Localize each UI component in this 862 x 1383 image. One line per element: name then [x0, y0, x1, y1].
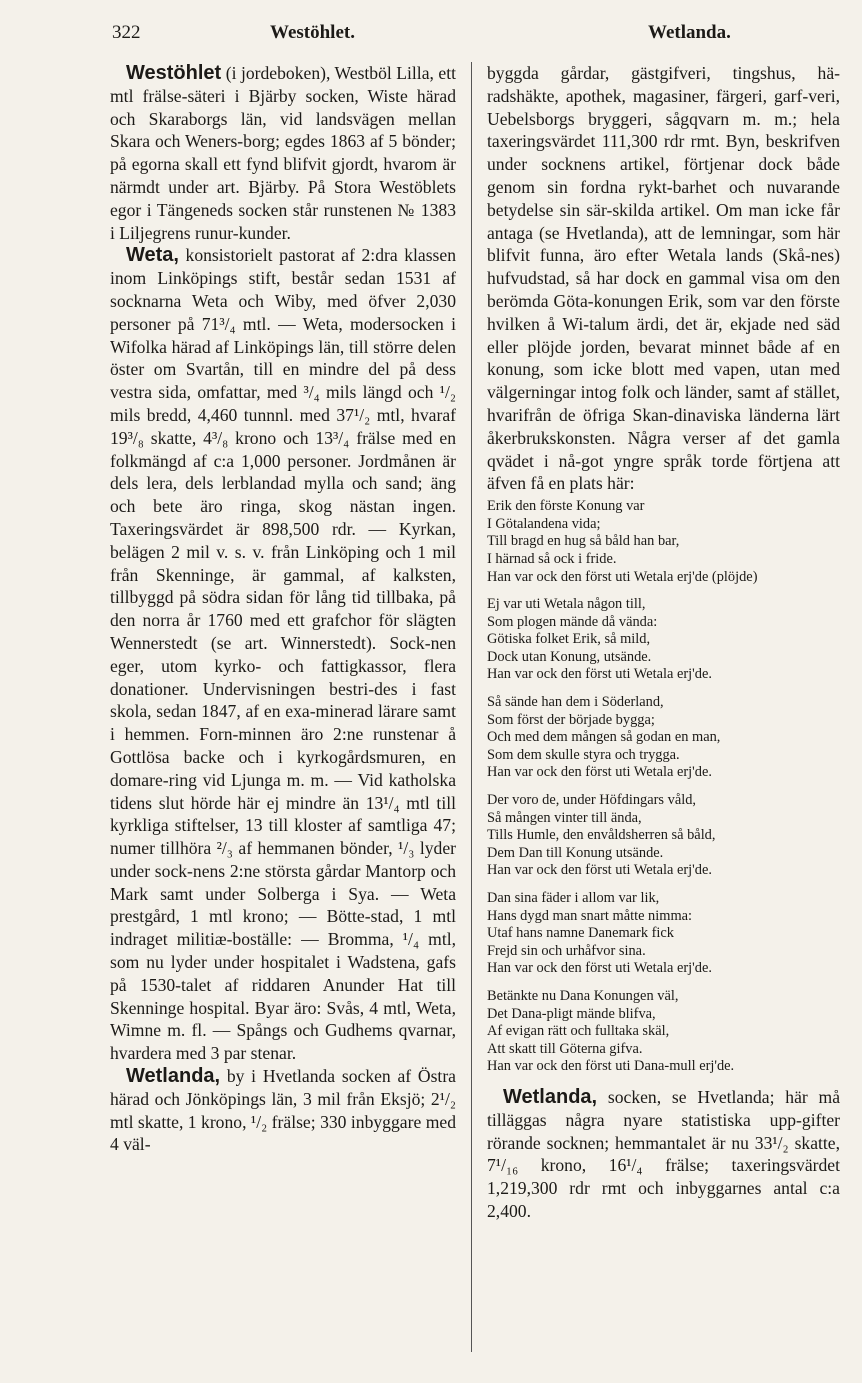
poem-line: Han var ock den först uti Wetala erj'de. [487, 764, 712, 781]
poem-stanza [487, 694, 840, 782]
entry-headword: Wetlanda, [126, 1065, 221, 1088]
poem-line: Han var ock den först uti Wetala erj'de (plöjde) [487, 568, 758, 585]
poem [487, 498, 840, 1076]
poem-line: Till bragd en hug så båld han bar, [487, 533, 680, 550]
poem-line: Han var ock den först uti Wetala erj'de. [487, 960, 712, 977]
right-running-head: Wetlanda. [648, 22, 731, 43]
left-column [110, 62, 456, 1156]
right-column [487, 62, 840, 1223]
poem-line: Betänkte nu Dana Konungen väl, [487, 987, 679, 1004]
poem-line: Han var ock den först uti Dana-mull erj'de. [487, 1058, 735, 1075]
entry-headword: Westöhlet [126, 62, 222, 84]
entry-text: socken, se Hvetlanda; här må tilläggas några nyare statistiska upp-gifter rörande socknen; hemmantalet är nu 33¹/₂ skatte, 7¹/₁₆ krono, 16¹/₄ frälse; taxeringsvärdet 1,219,300 rdr rmt och inbyggarnes antal c:a 2,400. [487, 1086, 840, 1221]
poem-line: Erik den förste Konung var [487, 498, 645, 515]
entry-wetlanda-continuation: byggda gårdar, gästgifveri, tingshus, hä-radshäkte, apothek, magasiner, färgeri, garf-veri, Uebelsborgs bryggeri, sågqvarn m. m.; hela taxeringsvärdet 111,300 rdr rmt. Byn, beskrifven under socknens artikel, förtjenar dock både genom sin fordna rykt-barhet och nuvarande betydelse sin sär-skilda artikel. Om man icke får antaga (se Hvetlanda), att de lemningar, som här blifvit funna, äro efter Wetala lands (Skå-nes) hufvudstad, så har dock en gammal visa om den berömda Göta-konungen Erik, som var den förste hvilken å Wi-talum ärdi, det är, ekjade ned säd eller plöjde jorden, bevarat minnet både af en konung, som icke blott med vapen, utan med välgerningar intog folk och länder, samt af stället, hvarifrån de öfriga Skan-dinaviska länderna lärt åkerbrukskonsten. Några verser af det gamla qvädet i nå-got yngre språk torde förtjena att äfven få en plats här: [487, 63, 840, 494]
poem-line: Så sände han dem i Söderland, [487, 694, 664, 711]
poem-line: Han var ock den först uti Wetala erj'de. [487, 862, 712, 879]
poem-line: Dock utan Konung, utsände. [487, 648, 652, 665]
poem-line: Dem Dan till Konung utsände. [487, 844, 664, 861]
poem-stanza [487, 792, 840, 880]
poem-stanza [487, 596, 840, 684]
poem-line: Dan sina fäder i allom var lik, [487, 890, 660, 907]
entry-wetlanda-by [110, 1065, 456, 1156]
entry-headword: Weta, [126, 244, 179, 267]
poem-line: I härnad så ock i fride. [487, 550, 617, 567]
poem-stanza [487, 498, 840, 586]
poem-line: Så mången vinter till ända, [487, 809, 642, 826]
poem-line: Der voro de, under Höfdingars våld, [487, 792, 697, 809]
entry-headword: Wetlanda, [503, 1085, 598, 1108]
poem-line: Frejd sin och urhåfvor sina. [487, 942, 646, 959]
poem-line: Det Dana-pligt mände blifva, [487, 1005, 656, 1022]
column-divider [471, 62, 472, 1352]
poem-line: Ej var uti Wetala någon till, [487, 596, 646, 613]
poem-line: Götiska folket Erik, så mild, [487, 631, 651, 648]
poem-line: Som plogen mände då vända: [487, 613, 658, 630]
poem-line: Som dem skulle styra och trygga. [487, 746, 680, 763]
entry-weta [110, 244, 456, 1065]
entry-text: konsistorielt pastorat af 2:dra klassen inom Linköpings stift, består sedan 1531 af socknarna Weta och Wiby, med öfver 2,030 personer på 71³/₄ mtl. — Weta, modersocken i Wifolka härad af Linköpings län, till större delen öster om Svartån, till en mindre del på dess vestra sida, omfattar, med ³/₄ mils längd och ¹/₂ mils bredd, 4,460 tunnnl. med 37¹/₂ mtl, hvaraf 19³/₈ skatte, 4³/₈ krono och 13³/₄ frälse med en folkmängd af c:a 1,000 personer. Jordmånen är dels lera, dels lerblandad mylla och sand; äng och bete äro ringa, skog nästan ingen. Taxeringsvärdet är 898,500 rdr. — Kyrkan, belägen 2 mil v. s. v. från Linköping och 1 mil från Skenninge, är gammal, af kalksten, tillbyggd på södra sidan för lång tid tillbaka, på den norra år 1760 med ett grafchor för slägten Wennerstedt (se art. Winnerstedt). Sock-nen eger, utom kyrko- och fattigkassor, flera donationer. Undervisningen bestri-des i fast skola, sedan 1847, af en exa-minerad lärare samt i hemmen. Forn-minnen äro 2:ne runstenar å Gottlösa backe och i kyrkogårdsmuren, en domare-ring vid Ljunga m. m. — Vid katholska tidens slut hörde här ej mindre än 13¹/₄ mtl till kyrkliga stiftelser, 13 till kloster af samtliga 47; numer tillhöra ²/₃ af hemmanen bönder, ¹/₃ lyder under sock-nens 2:ne största gårdar Mantorp och Mark samt under Solberga i Sya. — Weta prestgård, 1 mtl krono; — Bötte-stad, 1 mtl indraget militiæ-boställe: — Bromma, ¹/₄ mtl, som nu lyder under hospitalet i Wadstena, gafs på 1530-talet af riddaren Anunder Hat till Skenninge hospital. Byar äro: Svås, 4 mtl, Weta, Wimne m. fl. — Spångs och Gudhems qvarnar, hvardera med 3 par stenar. [110, 245, 456, 1064]
poem-line: Att skatt till Göterna gifva. [487, 1040, 643, 1057]
entry-text: by i Hvetlanda socken af Östra härad och Jönköpings län, 3 mil från Eksjö; 2¹/₂ mtl skatte, 1 krono, ¹/₂ frälse; 330 inbyggare med 4 väl- [110, 1066, 456, 1155]
poem-stanza [487, 988, 840, 1076]
poem-line: I Götalandena vida; [487, 515, 601, 532]
poem-stanza [487, 890, 840, 978]
entry-wetlanda-socken [487, 1086, 840, 1223]
page-number: 322 [112, 22, 141, 43]
poem-line: Han var ock den först uti Wetala erj'de. [487, 666, 712, 683]
poem-line: Utaf hans namne Danemark fick [487, 925, 675, 942]
poem-line: Och med dem mången så godan en man, [487, 729, 721, 746]
entry-text: (i jordeboken), Westböl Lilla, ett mtl frälse-säteri i Bjärby socken, Wiste härad och Skaraborgs län, vid landsvägen mellan Skara och Weners-borg; egdes 1863 af 5 bönder; på egorna skall ett fynd blifvit gjordt, hvarom är närmdt under art. Bjärby. På Stora Westöblets egor i Tängeneds socken står runstenen № 1383 i Liljegrens runur-kunder. [110, 63, 456, 243]
poem-line: Som först der började bygga; [487, 711, 655, 728]
poem-line: Af evigan rätt och fulltaka skäl, [487, 1023, 670, 1040]
left-running-head: Westöhlet. [270, 22, 355, 43]
poem-line: Hans dygd man snart måtte nimma: [487, 907, 693, 924]
entry-westohlet [110, 62, 456, 244]
poem-line: Tills Humle, den envåldsherren så båld, [487, 827, 716, 844]
page-header [0, 14, 862, 44]
